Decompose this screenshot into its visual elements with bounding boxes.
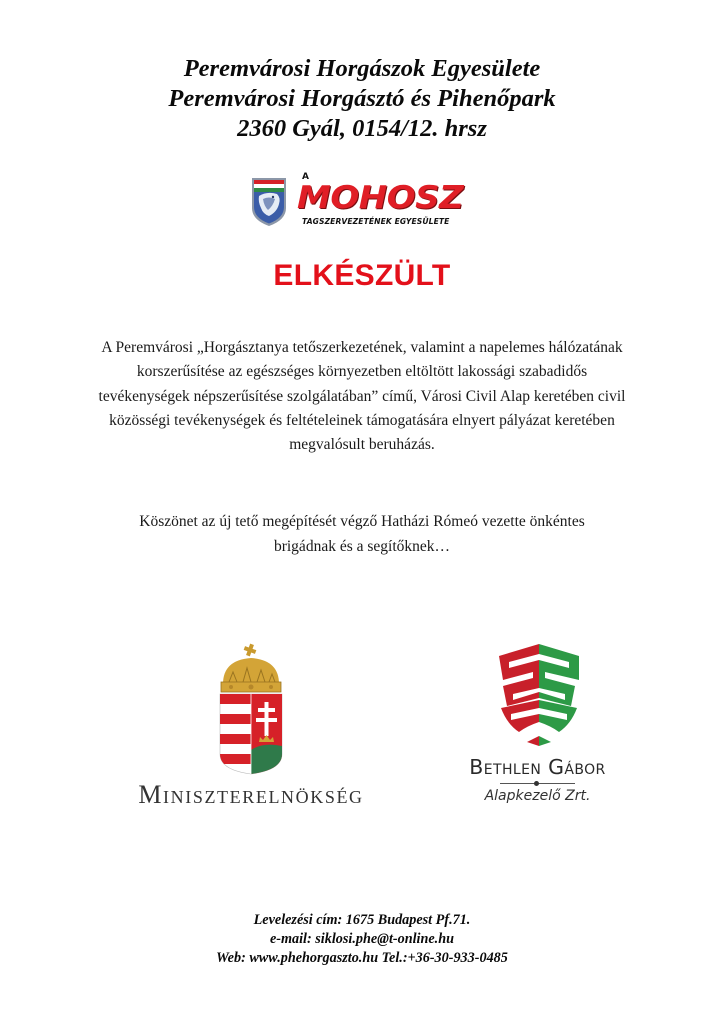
bethlen-subtitle: Alapkezelő Zrt.: [484, 788, 591, 804]
ministry-name: Miniszterelnökség: [138, 780, 364, 809]
fish-shield-icon: [249, 174, 289, 228]
header-line-park-name: Peremvárosi Horgásztó és Pihenőpark: [168, 85, 556, 112]
mohosz-prefix: A: [302, 172, 309, 182]
mohosz-logo: [249, 172, 475, 230]
description-line: korszerűsítése az egészséges környezetben eltöltött lakossági szabadidős: [136, 363, 588, 381]
header-line-org-name: Peremvárosi Horgászok Egyesülete: [183, 55, 541, 82]
bga-shield-icon: [497, 642, 581, 750]
ministry-logo: [110, 642, 392, 812]
description-line: megvalósult beruházás.: [289, 436, 435, 454]
divider-dot: [534, 781, 539, 786]
acknowledgement-line: brigádnak és a segítőknek…: [273, 538, 451, 555]
description-line: tevékenységek népszerűsítése szolgálatában” című, Városi Civil Alap keretében civil: [98, 387, 626, 405]
project-description: [50, 336, 674, 457]
postal-address: Levelezési cím: 1675 Budapest Pf.71.: [253, 912, 471, 928]
hungarian-coat-of-arms-icon: [217, 642, 285, 777]
organization-header: [0, 54, 724, 144]
mohosz-wordmark: MOHOSZ: [297, 179, 464, 217]
header-line-address: 2360 Gyál, 0154/12. hrsz: [237, 115, 487, 142]
mohosz-subline: TAGSZERVEZETÉNEK EGYESÜLETE: [302, 217, 450, 226]
description-line: közösségi tevékenységek és feltételeinek támogatására elnyert pályázat keretében: [109, 411, 615, 429]
bethlen-gabor-logo: [440, 642, 635, 812]
acknowledgement: [50, 509, 674, 559]
web-and-phone: Web: www.phehorgaszto.hu Tel.:+36-30-933-0485: [216, 950, 508, 966]
acknowledgement-line: Köszönet az új tető megépítését végző Hatházi Rómeó vezette önkéntes: [139, 513, 585, 530]
bethlen-name: Bethlen Gábor: [469, 755, 606, 779]
contact-footer: [0, 911, 724, 968]
email-address: e-mail: siklosi.phe@t-online.hu: [269, 931, 455, 947]
page-title: ELKÉSZÜLT: [273, 259, 451, 292]
description-line: A Peremvárosi „Horgásztanya tetőszerkezetének, valamint a napelemes hálózatának: [101, 339, 623, 356]
